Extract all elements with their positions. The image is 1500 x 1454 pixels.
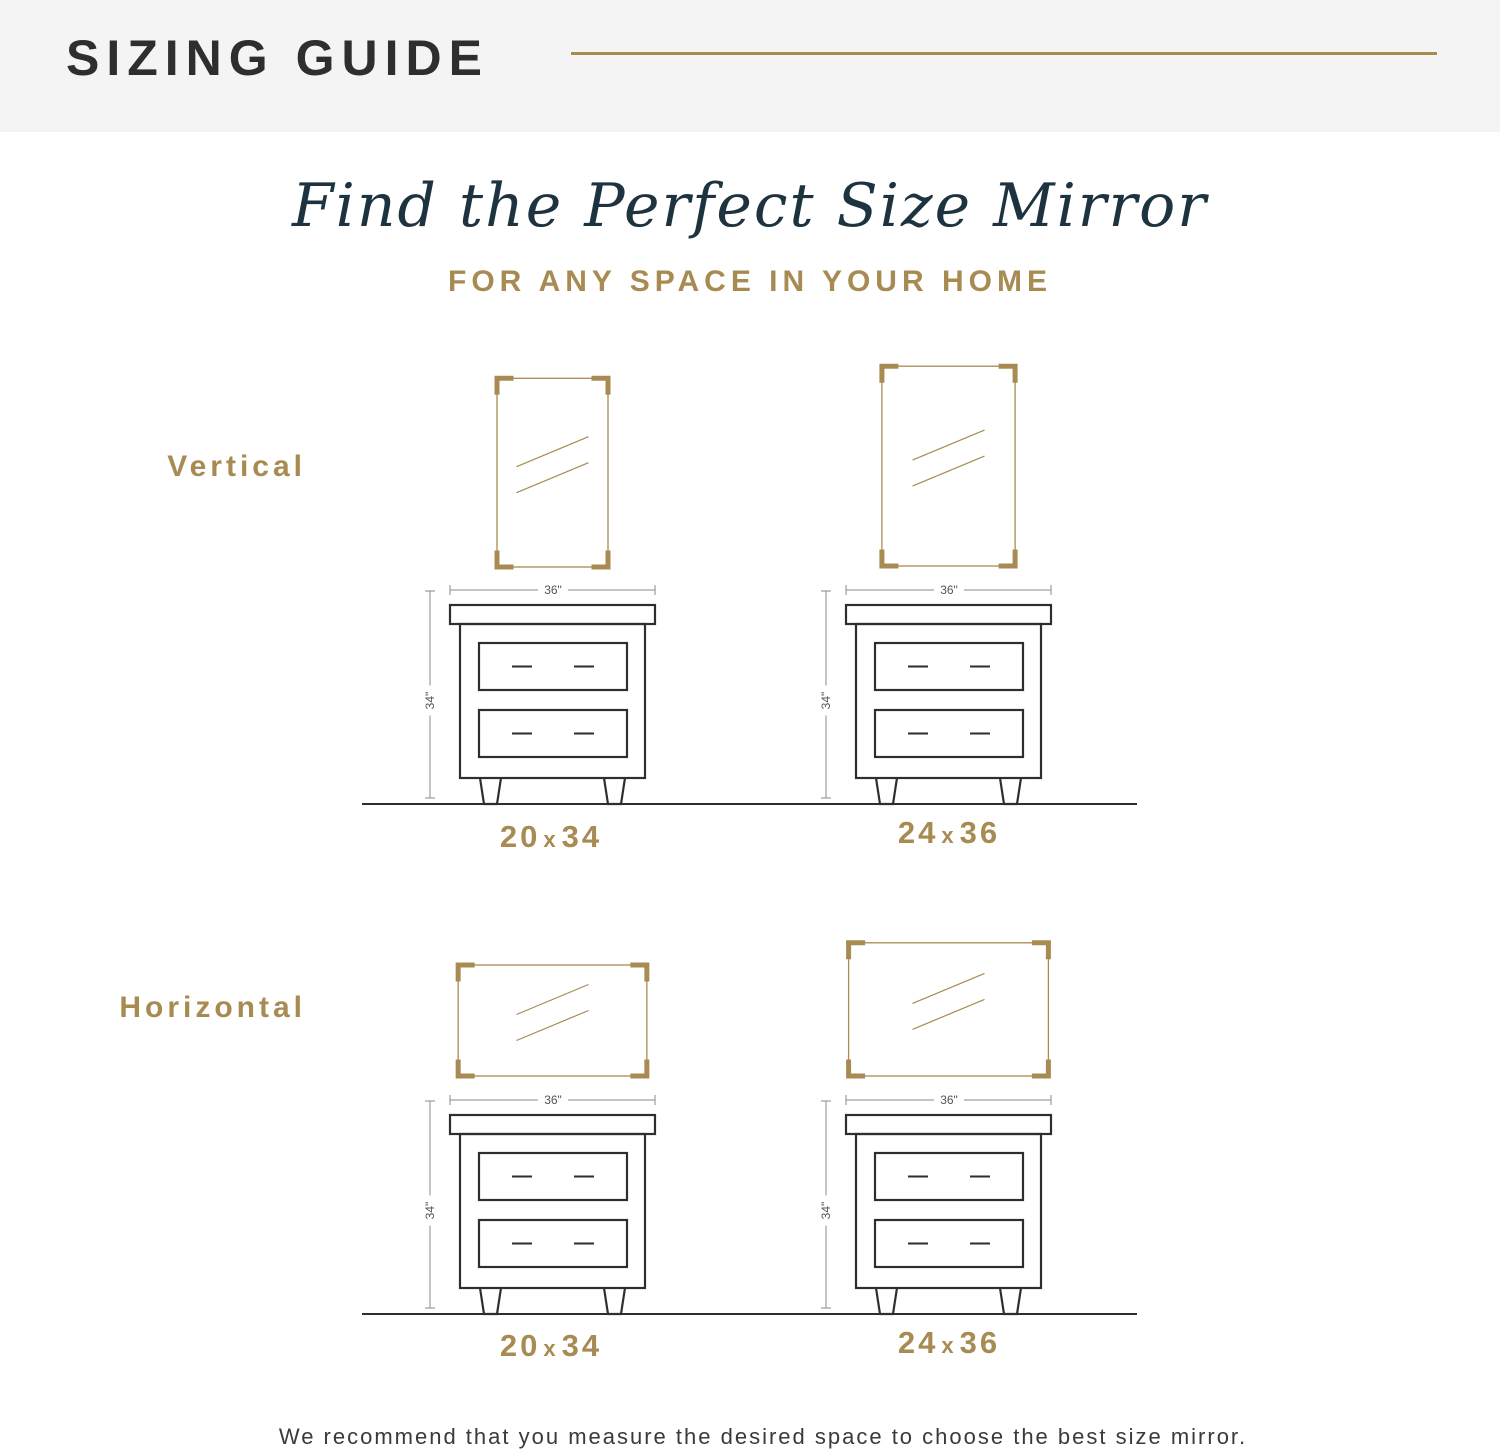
cabinet-leg <box>604 1288 625 1314</box>
height-dimension-label: 34" <box>423 1201 437 1220</box>
page-title: SIZING GUIDE <box>66 30 489 86</box>
mirror <box>849 943 1049 1076</box>
cabinet-top <box>846 605 1051 624</box>
cabinet <box>422 582 655 804</box>
width-dimension-label: 36" <box>544 583 562 597</box>
mirror-glare <box>517 1011 589 1041</box>
mirror-corner <box>1034 1062 1048 1076</box>
height-dimension-label: 34" <box>819 691 833 710</box>
cabinet-body <box>856 1134 1041 1288</box>
drawer <box>479 1153 627 1200</box>
size-width: 20 <box>499 819 541 854</box>
cabinet-leg <box>1000 778 1021 804</box>
cabinet-leg <box>480 778 501 804</box>
mirror-glare <box>517 463 589 493</box>
mirror-corner <box>458 1062 472 1076</box>
mirror-frame <box>497 378 608 567</box>
drawer <box>479 643 627 690</box>
drawer <box>479 710 627 757</box>
size-height: 36 <box>959 815 1001 850</box>
mirror-glare <box>517 985 589 1015</box>
footer-note: We recommend that you measure the desired space to choose the best size mirror. <box>278 1424 1248 1449</box>
row-label-horizontal: Horizontal <box>119 991 306 1024</box>
width-dimension-label: 36" <box>940 583 958 597</box>
mirror-corner <box>1001 552 1015 566</box>
subtitle: FOR ANY SPACE IN YOUR HOME <box>448 265 1052 298</box>
size-height: 34 <box>561 819 603 854</box>
size-height: 36 <box>959 1325 1001 1360</box>
size-x: x <box>941 823 957 848</box>
size-height: 34 <box>561 1328 603 1363</box>
drawer <box>875 643 1023 690</box>
cabinet-body <box>460 1134 645 1288</box>
size-width: 24 <box>897 1325 939 1360</box>
mirror-corner <box>849 1062 863 1076</box>
size-width: 24 <box>897 815 939 850</box>
size-x: x <box>543 1336 559 1361</box>
mirror-glare <box>517 437 589 467</box>
mirror-corner <box>882 366 896 380</box>
cabinet-leg <box>480 1288 501 1314</box>
size-width: 20 <box>499 1328 541 1363</box>
mirror-corner <box>1001 366 1015 380</box>
cabinet-top <box>450 605 655 624</box>
mirror-frame <box>458 965 647 1076</box>
mirror <box>458 965 647 1076</box>
mirror-corner <box>633 1062 647 1076</box>
height-dimension-label: 34" <box>423 691 437 710</box>
mirror <box>882 366 1015 566</box>
drawer <box>875 710 1023 757</box>
cabinet-body <box>856 624 1041 778</box>
mirror-frame <box>849 943 1049 1076</box>
mirror-corner <box>849 943 863 957</box>
size-x: x <box>941 1333 957 1358</box>
mirror-frame <box>882 366 1015 566</box>
script-title: Find the Perfect Size Mirror <box>292 171 1208 241</box>
cabinet <box>818 582 1051 804</box>
cabinet-leg <box>604 778 625 804</box>
mirror-glare <box>913 973 985 1003</box>
cabinet-leg <box>876 1288 897 1314</box>
size-x: x <box>543 827 559 852</box>
mirror-glare <box>913 430 985 460</box>
drawer <box>875 1220 1023 1267</box>
mirror-corner <box>458 965 472 979</box>
cabinet-body <box>460 624 645 778</box>
cabinet-leg <box>876 778 897 804</box>
drawer <box>479 1220 627 1267</box>
mirror-corner <box>497 553 511 567</box>
mirror-glare <box>913 456 985 486</box>
cabinet-top <box>846 1115 1051 1134</box>
mirror-corner <box>1034 943 1048 957</box>
height-dimension-label: 34" <box>819 1201 833 1220</box>
cabinet <box>818 1092 1051 1314</box>
mirror-corner <box>882 552 896 566</box>
row-label-vertical: Vertical <box>167 450 306 483</box>
mirror <box>497 378 608 567</box>
width-dimension-label: 36" <box>940 1093 958 1107</box>
mirror-corner <box>594 553 608 567</box>
mirror-corner <box>594 378 608 392</box>
cabinet-leg <box>1000 1288 1021 1314</box>
mirror-glare <box>913 999 985 1029</box>
cabinet <box>422 1092 655 1314</box>
mirror-corner <box>497 378 511 392</box>
width-dimension-label: 36" <box>544 1093 562 1107</box>
mirror-corner <box>633 965 647 979</box>
drawer <box>875 1153 1023 1200</box>
cabinet-top <box>450 1115 655 1134</box>
